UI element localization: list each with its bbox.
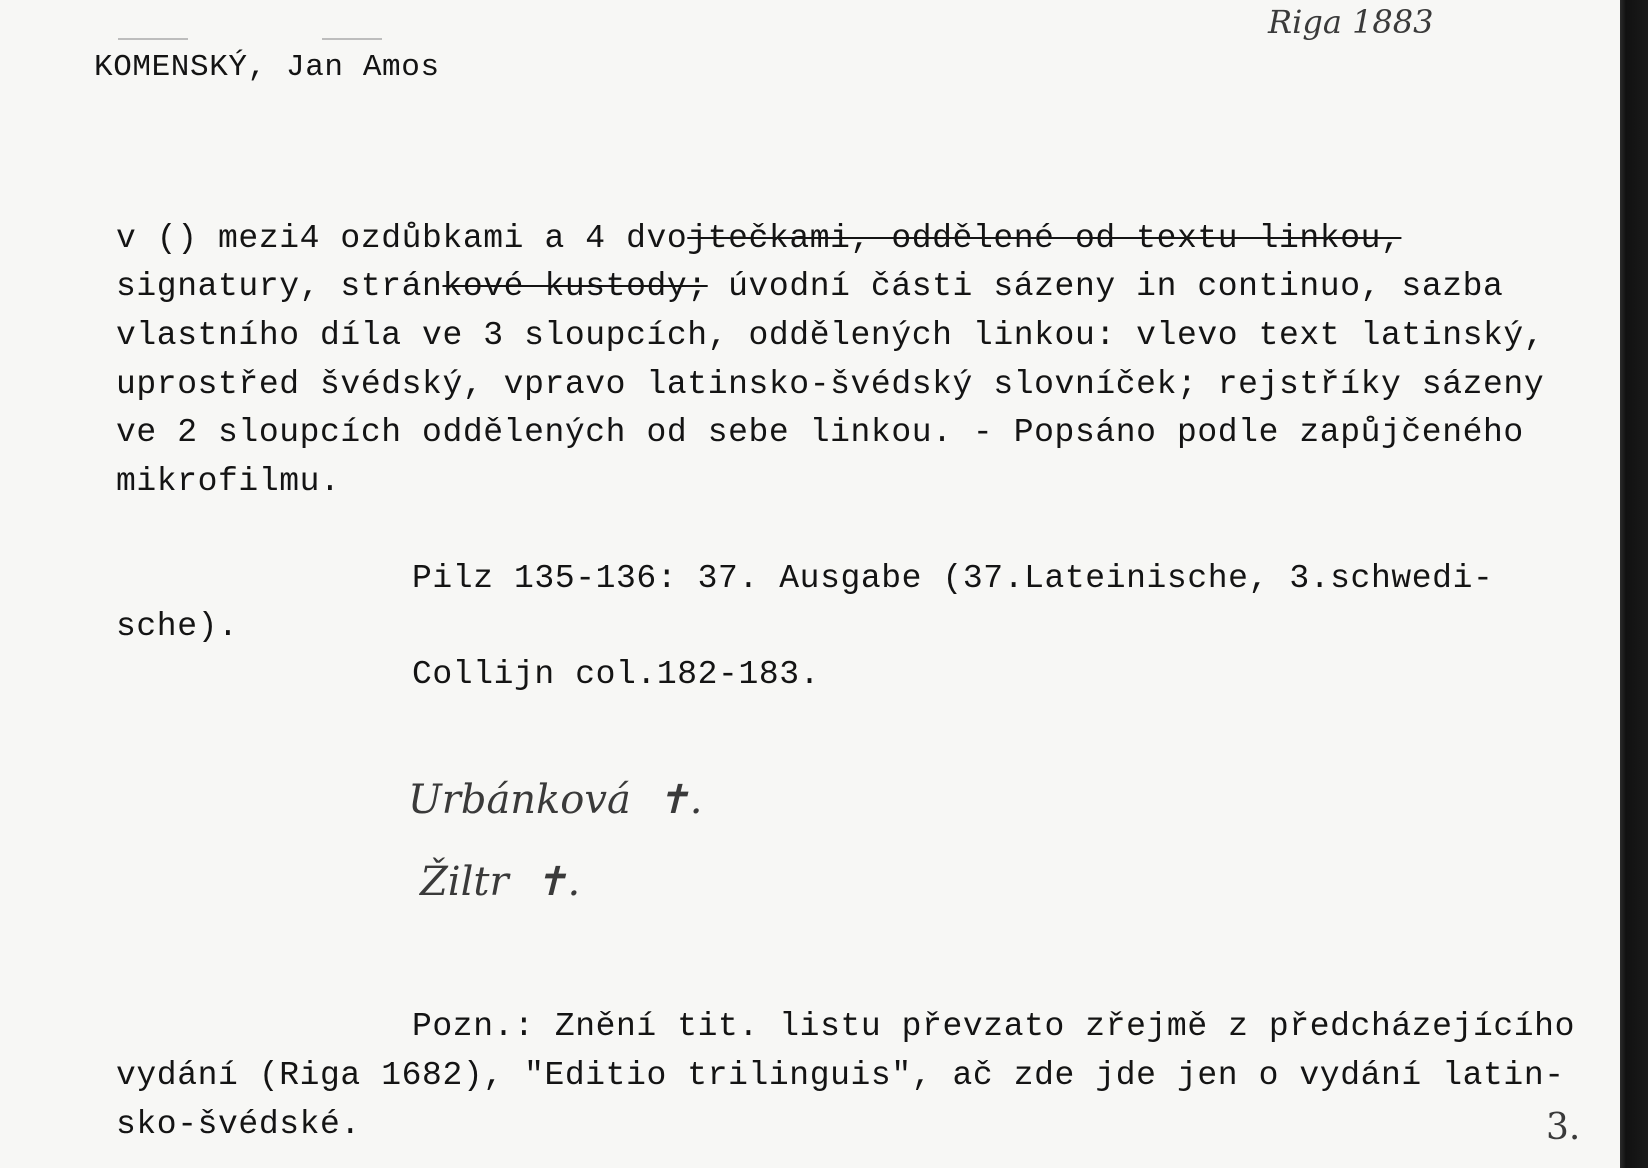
struck-text: kové kustody; [442, 268, 708, 305]
description-text: signatury, strán [116, 268, 443, 305]
description-line-5: ve 2 sloupcích oddělených od sebe linkou. - Popsáno podle zapůjčeného [116, 414, 1524, 451]
faint-mark [118, 38, 188, 40]
note-line-2: vydání (Riga 1682), "Editio trilinguis", ač zde jde jen o vydání latin- [116, 1057, 1565, 1094]
handwritten-note-2: Žiltr ✝. [420, 859, 581, 905]
handwritten-page-number: 3. [1546, 1107, 1581, 1148]
description-line-4: uprostřed švédský, vpravo latinsko-švédský slovníček; rejstříky sázeny [116, 366, 1545, 403]
faint-mark [322, 38, 382, 40]
handwritten-note-1: Urbánková ✝. [408, 777, 703, 823]
struck-text: jtečkami, oddělené od textu linkou, [687, 220, 1402, 257]
description-line-6: mikrofilmu. [116, 463, 341, 500]
handwritten-location-year: Riga 1883 [1268, 3, 1434, 41]
note-line-3: sko-švédské. [116, 1106, 361, 1143]
reference-pilz-continued: sche). [116, 608, 239, 645]
card-edge-shadow [1620, 0, 1648, 1168]
card-heading-author: KOMENSKÝ, Jan Amos [94, 50, 440, 85]
description-line-1 [116, 222, 1401, 255]
description-text: v () mezi4 ozdůbkami a 4 dvo [116, 220, 688, 257]
description-line-2 [116, 270, 1503, 303]
description-line-3: vlastního díla ve 3 sloupcích, oddělených linkou: vlevo text latinský, [116, 317, 1545, 354]
description-text: úvodní části sázeny in continuo, sazba [707, 268, 1504, 305]
reference-collijn: Collijn col.182-183. [412, 656, 821, 693]
reference-pilz: Pilz 135-136: 37. Ausgabe (37.Lateinische, 3.schwedi- [412, 560, 1494, 597]
note-line-1: Pozn.: Znění tit. listu převzato zřejmě z předcházejícího [412, 1008, 1575, 1045]
